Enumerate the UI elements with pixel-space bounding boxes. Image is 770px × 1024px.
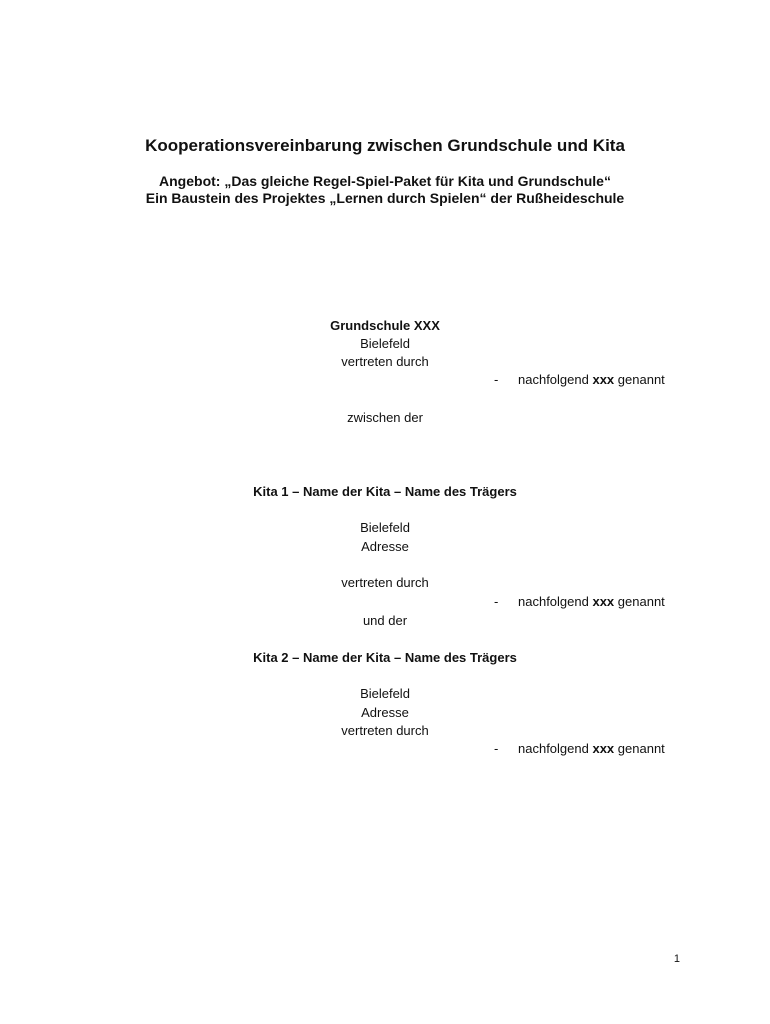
school-note-dash: - [494, 372, 499, 387]
kita2-note-suffix: genannt [617, 741, 665, 756]
kita2-city: Bielefeld [360, 686, 410, 701]
school-city: Bielefeld [360, 336, 410, 351]
school-note-suffix: genannt [617, 372, 665, 387]
school-name: Grundschule XXX [330, 318, 440, 333]
kita2-name: Kita 2 – Name der Kita – Name des Trägers [253, 650, 517, 665]
kita1-represented-by: vertreten durch [341, 575, 429, 590]
kita2-address: Adresse [361, 705, 409, 720]
kita1-note-abbr: xxx [592, 594, 615, 609]
page-number: 1 [673, 953, 680, 965]
kita1-address: Adresse [361, 539, 409, 554]
kita1-note-dash: - [494, 594, 499, 609]
kita1-name: Kita 1 – Name der Kita – Name des Trägers [253, 484, 517, 499]
kita1-note-prefix: nachfolgend [518, 594, 589, 609]
document-subtitle-offer: Angebot: „Das gleiche Regel-Spiel-Paket für Kita und Grundschule“ [159, 173, 611, 189]
kita1-designation-note [518, 594, 665, 609]
kita2-note-abbr: xxx [592, 741, 615, 756]
school-note-abbr: xxx [592, 372, 615, 387]
connector-between: zwischen der [347, 410, 423, 425]
kita2-note-dash: - [494, 741, 499, 756]
kita1-note-suffix: genannt [617, 594, 665, 609]
document-subtitle-project: Ein Baustein des Projektes „Lernen durch Spielen“ der Rußheideschule [145, 190, 625, 206]
school-note-prefix: nachfolgend [518, 372, 589, 387]
kita2-designation-note [518, 741, 665, 756]
kita2-note-prefix: nachfolgend [518, 741, 589, 756]
school-designation-note [518, 372, 665, 387]
document-title: Kooperationsvereinbarung zwischen Grundschule und Kita [145, 136, 625, 155]
kita1-city: Bielefeld [360, 520, 410, 535]
connector-and: und der [362, 613, 408, 628]
kita2-represented-by: vertreten durch [341, 723, 429, 738]
school-represented-by: vertreten durch [341, 354, 429, 369]
